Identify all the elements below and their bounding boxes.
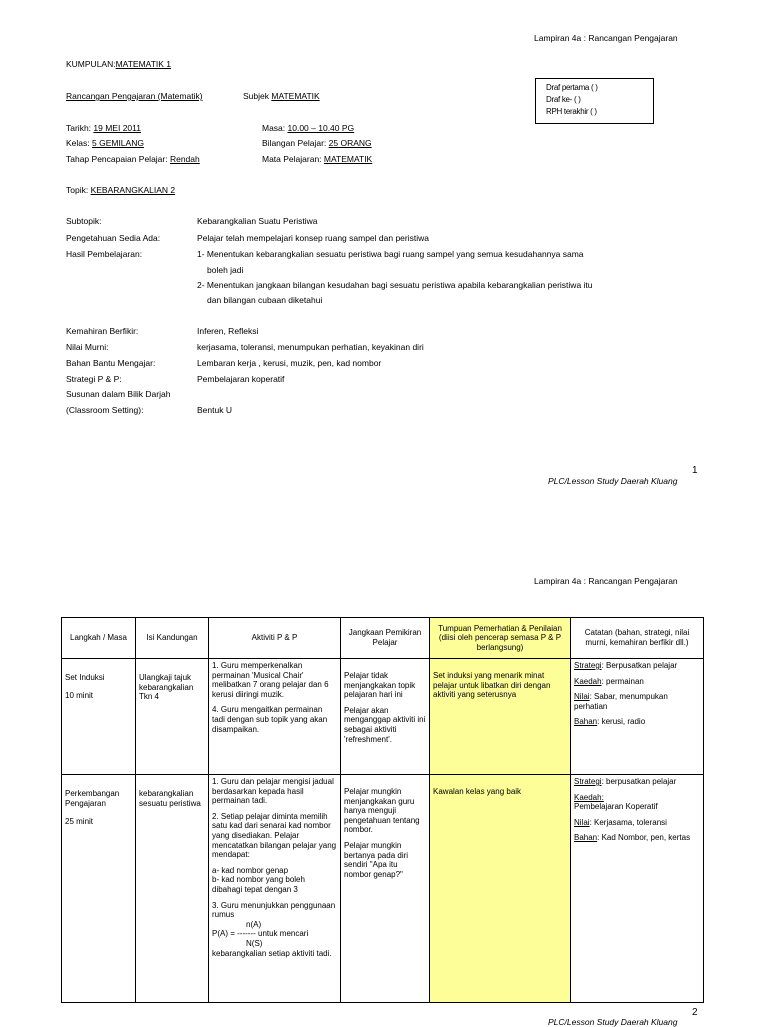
table-row xyxy=(62,775,704,1003)
row1-langkah: Set Induksi xyxy=(65,673,105,682)
kumpulan-label: KUMPULAN: xyxy=(66,59,116,69)
masa-label: Masa: xyxy=(262,123,288,133)
kaedah-val: : permainan xyxy=(601,676,644,686)
nilai-val: : Kerjasama, toleransi xyxy=(589,817,667,827)
cell-isi xyxy=(136,775,209,1003)
tahap-line xyxy=(66,154,200,164)
subtopik-value: Kebarangkalian Suatu Peristiwa xyxy=(197,216,318,226)
cell-jangkaan xyxy=(341,659,430,775)
kelas-line xyxy=(66,138,144,148)
bilangan-line xyxy=(262,138,372,148)
row2-tumpuan: Kawalan kelas yang baik xyxy=(433,787,522,796)
hasil-label: Hasil Pembelajaran: xyxy=(66,249,143,259)
cell-tumpuan xyxy=(430,775,571,1003)
header-isi: Isi Kandungan xyxy=(136,618,209,659)
tahap-value: Rendah xyxy=(169,154,200,164)
cell-langkah xyxy=(62,775,136,1003)
row2-aktiviti-5: kebarangkalian setiap aktiviti tadi. xyxy=(212,948,332,958)
row2-aktiviti-3a: a- kad nombor genap xyxy=(212,865,289,875)
mata-pelajaran-value: MATEMATIK xyxy=(323,154,373,164)
lesson-plan-table xyxy=(61,617,704,1003)
bahan-value: Lembaran kerja , kerusi, muzik, pen, kad nombor xyxy=(197,358,382,368)
kelas-label: Kelas: xyxy=(66,138,92,148)
header-tumpuan: Tumpuan Pemerhatian & Penilaian (diisi oleh pencerap semasa P & P berlangsung) xyxy=(430,618,571,659)
pengetahuan-label: Pengetahuan Sedia Ada: xyxy=(66,233,161,243)
topik-label: Topik: xyxy=(66,185,91,195)
page-number-1: 1 xyxy=(692,465,698,476)
bahan-val: : Kad Nombor, pen, kertas xyxy=(597,833,691,843)
row1-aktiviti-1: 1. Guru memperkenalkan permainan 'Musical Chair' melibatkan 7 orang pelajar dan 6 kerusi diiringi muzik. xyxy=(212,661,329,699)
row1-tumpuan: Set induksi yang menarik minat pelajar untuk libatkan diri dengan aktiviti yang seterusnya xyxy=(433,671,551,700)
masa-value: 10.00 – 10.40 PG xyxy=(287,123,355,133)
row1-catatan-nilai xyxy=(574,692,700,711)
nilai-val: : Sabar, menumpukan perhatian xyxy=(574,692,668,711)
row2-catatan-nilai xyxy=(574,818,700,828)
kaedah-key: Kaedah xyxy=(574,676,602,686)
tahap-label: Tahap Pencapaian Pelajar: xyxy=(66,154,170,164)
row2-catatan-bahan xyxy=(574,833,700,843)
hasil-item2: 2- Menentukan jangkaan bilangan kesudahan bagi sesuatu peristiwa apabila kebarangkalian peristiwa itu xyxy=(197,280,593,290)
masa-line xyxy=(262,123,354,133)
bilangan-value: 25 ORANG xyxy=(328,138,372,148)
row1-masa: 10 minit xyxy=(65,690,94,700)
page-number-2: 2 xyxy=(692,1007,698,1018)
draft-ke: Draf ke- ( ) xyxy=(546,95,581,104)
row2-masa: 25 minit xyxy=(65,817,94,827)
row1-jangkaan-2: Pelajar akan menganggap aktiviti ini sebagai aktiviti 'refreshment'. xyxy=(344,705,426,744)
formula-numerator: n(A) xyxy=(246,919,262,929)
pengetahuan-value: Pelajar telah mempelajari konsep ruang sampel dan peristiwa xyxy=(197,233,429,243)
tarikh-line xyxy=(66,123,141,133)
nilai-label: Nilai Murni: xyxy=(66,342,109,352)
row2-catatan-kaedah xyxy=(574,793,700,812)
kaedah-key: Kaedah: xyxy=(574,792,604,802)
header-jangkaan: Jangkaan Pemikiran Pelajar xyxy=(341,618,430,659)
subtopik-label: Subtopik: xyxy=(66,216,102,226)
draft-status-box xyxy=(535,78,654,124)
kaedah-val: Pembelajaran Koperatif xyxy=(574,802,658,812)
strategi-label: Strategi P & P: xyxy=(66,374,122,384)
row2-catatan-strategi xyxy=(574,777,700,787)
bahan-key: Bahan xyxy=(574,833,598,843)
cell-catatan xyxy=(571,775,704,1003)
lampiran-header: Lampiran 4a : Rancangan Pengajaran xyxy=(534,33,678,43)
row2-aktiviti-4: 3. Guru menunjukkan penggunaan rumus xyxy=(212,900,336,920)
kemahiran-value: Inferen, Refleksi xyxy=(197,326,259,336)
strategi-val: : Berpusatkan pelajar xyxy=(601,661,678,670)
bahan-key: Bahan xyxy=(574,717,598,727)
kelas-value: 5 GEMILANG xyxy=(92,138,144,148)
table-header-row xyxy=(62,618,704,659)
header-catatan: Catatan (bahan, strategi, nilai murni, kemahiran berfikir dll.) xyxy=(571,618,704,659)
row1-jangkaan-1: Pelajar tidak menjangkakan topik pelajaran hari ini xyxy=(344,671,416,700)
rancangan-label: Rancangan Pengajaran (Matematik) xyxy=(66,91,203,101)
subjek-value: MATEMATIK xyxy=(271,91,320,101)
row1-aktiviti-2: 4. Guru mengaitkan permainan tadi dengan sub topik yang akan disampaikan. xyxy=(212,705,328,734)
susunan-label-2: (Classroom Setting): xyxy=(66,405,144,415)
row2-jangkaan-2: Pelajar mungkin bertanya pada diri sendiri "Apa itu nombor genap?" xyxy=(344,840,409,879)
kumpulan-line xyxy=(66,59,171,69)
kemahiran-label: Kemahiran Berfikir: xyxy=(66,326,139,336)
row2-langkah: Perkembangan Pengajaran xyxy=(65,789,120,808)
row2-jangkaan-1: Pelajar mungkin menjangkakan guru hanya menguji pengetahuan tentang nombor. xyxy=(344,787,420,835)
hasil-item1-cont: boleh jadi xyxy=(207,265,244,275)
header-aktiviti: Aktiviti P & P xyxy=(209,618,341,659)
tarikh-value: 19 MEI 2011 xyxy=(93,123,141,133)
subjek-line xyxy=(243,91,471,101)
cell-aktiviti xyxy=(209,775,341,1003)
cell-catatan xyxy=(571,659,704,775)
hasil-item1: 1- Menentukan kebarangkalian sesuatu peristiwa bagi ruang sampel yang semua kesudahannya sama xyxy=(197,249,584,259)
topik-line xyxy=(66,185,175,195)
bilangan-label: Bilangan Pelajar: xyxy=(262,138,329,148)
row2-aktiviti-1: 1. Guru dan pelajar mengisi jadual berdasarkan kepada hasil permainan tadi. xyxy=(212,777,334,806)
draft-terakhir: RPH terakhir ( ) xyxy=(546,107,597,116)
strategi-key: Strategi xyxy=(574,777,602,786)
cell-langkah xyxy=(62,659,136,775)
nilai-key: Nilai xyxy=(574,692,590,702)
bahan-val: : kerusi, radio xyxy=(597,717,646,727)
subjek-label: Subjek xyxy=(243,91,272,101)
cell-aktiviti xyxy=(209,659,341,775)
cell-tumpuan xyxy=(430,659,571,775)
row1-catatan-strategi xyxy=(574,661,700,671)
tarikh-label: Tarikh: xyxy=(66,123,94,133)
hasil-item2-cont: dan bilangan cubaan diketahui xyxy=(207,295,323,305)
formula-main: P(A) = ------- untuk mencari xyxy=(212,929,309,939)
row1-isi: Ulangkaji tajuk kebarangkalian Tkn 4 xyxy=(139,673,194,702)
nilai-value: kerjasama, toleransi, menumpukan perhatian, keyakinan diri xyxy=(197,342,424,352)
row1-catatan-bahan xyxy=(574,717,700,727)
mata-pelajaran-line xyxy=(262,154,372,164)
cell-jangkaan xyxy=(341,775,430,1003)
strategi-key: Strategi xyxy=(574,661,602,670)
bahan-label: Bahan Bantu Mengajar: xyxy=(66,358,156,368)
formula-denominator: N(S) xyxy=(246,938,263,948)
footer-1: PLC/Lesson Study Daerah Kluang xyxy=(548,476,678,486)
lampiran-header-2: Lampiran 4a : Rancangan Pengajaran xyxy=(534,576,678,586)
kumpulan-value: MATEMATIK 1 xyxy=(115,59,172,69)
strategi-value: Pembelajaran koperatif xyxy=(197,374,285,384)
strategi-val: : berpusatkan pelajar xyxy=(601,777,677,786)
row2-isi: kebarangkalian sesuatu peristiwa xyxy=(139,789,201,808)
row1-catatan-kaedah xyxy=(574,677,700,687)
mata-pelajaran-label: Mata Pelajaran: xyxy=(262,154,324,164)
draft-pertama: Draf pertama ( ) xyxy=(546,83,598,92)
susunan-label: Susunan dalam Bilik Darjah xyxy=(66,389,171,399)
nilai-key: Nilai xyxy=(574,817,590,827)
table-row xyxy=(62,659,704,775)
footer-2: PLC/Lesson Study Daerah Kluang xyxy=(548,1017,678,1027)
row2-aktiviti-2: 2. Setiap pelajar diminta memilih satu kad dari senarai kad nombor yang disediakan. Pelajar mencatatkan bilangan pelajar yang mendapat: xyxy=(212,811,337,860)
susunan-value: Bentuk U xyxy=(197,405,232,415)
topik-value: KEBARANGKALIAN 2 xyxy=(90,185,176,195)
row2-aktiviti-3b: b- kad nombor yang boleh dibahagi tepat dengan 3 xyxy=(212,875,305,894)
header-langkah: Langkah / Masa xyxy=(62,618,136,659)
cell-isi xyxy=(136,659,209,775)
